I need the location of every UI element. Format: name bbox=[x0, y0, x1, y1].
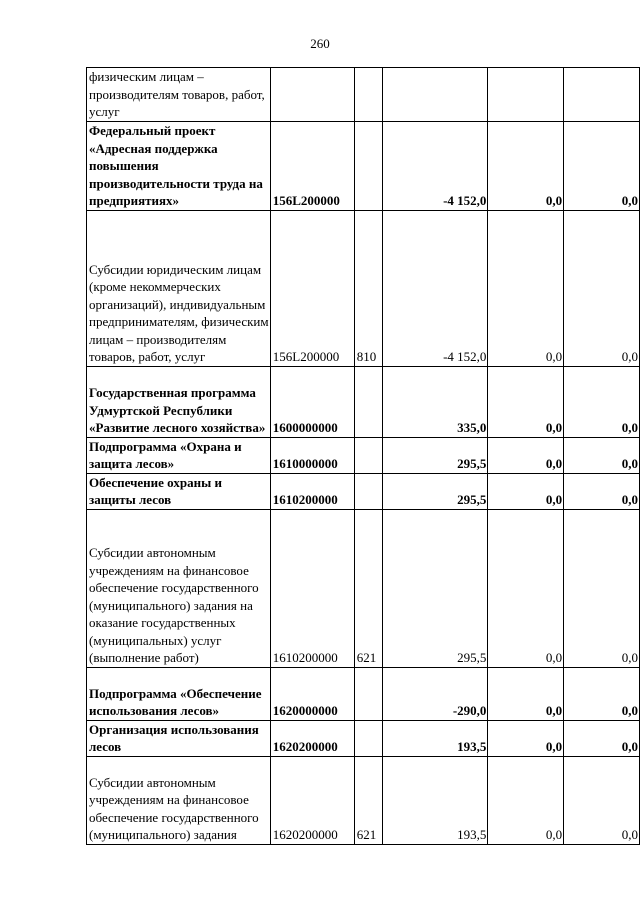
row-value2-cell: 0,0 bbox=[488, 121, 564, 210]
row-name-cell: Федеральный проект «Адресная поддержка повышения производительности труда на предприятиях» bbox=[87, 121, 271, 210]
row-value1-cell: 295,5 bbox=[382, 437, 488, 473]
table-row bbox=[87, 366, 640, 437]
row-value3-cell: 0,0 bbox=[564, 756, 640, 844]
table-row bbox=[87, 68, 640, 122]
row-value3-cell: 0,0 bbox=[564, 473, 640, 509]
table-row bbox=[87, 756, 640, 844]
table-row bbox=[87, 210, 640, 366]
row-value1-cell bbox=[382, 68, 488, 122]
row-name-cell: Субсидии автономным учреждениям на финансовое обеспечение государственного (муниципального) задания bbox=[87, 756, 271, 844]
row-code-cell bbox=[270, 68, 354, 122]
row-code-cell: 1610200000 bbox=[270, 473, 354, 509]
row-type-cell bbox=[354, 121, 382, 210]
row-value3-cell bbox=[564, 68, 640, 122]
row-code-cell: 156L200000 bbox=[270, 210, 354, 366]
row-value1-cell: -4 152,0 bbox=[382, 210, 488, 366]
row-value3-cell: 0,0 bbox=[564, 437, 640, 473]
row-value3-cell: 0,0 bbox=[564, 720, 640, 756]
row-value2-cell: 0,0 bbox=[488, 210, 564, 366]
budget-table bbox=[86, 67, 640, 845]
row-type-cell: 621 bbox=[354, 756, 382, 844]
row-name-cell: Субсидии автономным учреждениям на финансовое обеспечение государственного (муниципального) задания на оказание государственных (муниципальных) услуг (выполнение работ) bbox=[87, 509, 271, 667]
row-value2-cell: 0,0 bbox=[488, 756, 564, 844]
row-name-cell: Подпрограмма «Обеспечение использования лесов» bbox=[87, 667, 271, 720]
row-value3-cell: 0,0 bbox=[564, 121, 640, 210]
row-code-cell: 1600000000 bbox=[270, 366, 354, 437]
row-name-cell: Обеспечение охраны и защиты лесов bbox=[87, 473, 271, 509]
row-type-cell bbox=[354, 667, 382, 720]
table-row bbox=[87, 509, 640, 667]
row-code-cell: 1620200000 bbox=[270, 720, 354, 756]
table-row bbox=[87, 473, 640, 509]
row-value3-cell: 0,0 bbox=[564, 667, 640, 720]
table-row bbox=[87, 437, 640, 473]
table-row bbox=[87, 121, 640, 210]
row-code-cell: 1620200000 bbox=[270, 756, 354, 844]
row-code-cell: 1610200000 bbox=[270, 509, 354, 667]
row-value1-cell: 295,5 bbox=[382, 509, 488, 667]
row-value2-cell: 0,0 bbox=[488, 667, 564, 720]
row-value2-cell: 0,0 bbox=[488, 473, 564, 509]
table-row bbox=[87, 720, 640, 756]
row-value2-cell: 0,0 bbox=[488, 720, 564, 756]
row-name-cell: Государственная программа Удмуртской Республики «Развитие лесного хозяйства» bbox=[87, 366, 271, 437]
row-code-cell: 1620000000 bbox=[270, 667, 354, 720]
row-value1-cell: 193,5 bbox=[382, 756, 488, 844]
row-value3-cell: 0,0 bbox=[564, 366, 640, 437]
page-number: 260 bbox=[310, 36, 330, 51]
row-name-cell: Подпрограмма «Охрана и защита лесов» bbox=[87, 437, 271, 473]
row-value1-cell: -4 152,0 bbox=[382, 121, 488, 210]
row-value1-cell: -290,0 bbox=[382, 667, 488, 720]
row-type-cell bbox=[354, 437, 382, 473]
row-value2-cell bbox=[488, 68, 564, 122]
row-code-cell: 156L200000 bbox=[270, 121, 354, 210]
table-row bbox=[87, 667, 640, 720]
row-type-cell bbox=[354, 720, 382, 756]
row-type-cell bbox=[354, 473, 382, 509]
row-name-cell: Организация использования лесов bbox=[87, 720, 271, 756]
row-value2-cell: 0,0 bbox=[488, 366, 564, 437]
row-name-cell: Субсидии юридическим лицам (кроме некоммерческих организаций), индивидуальным предпринимателям, физическим лицам – производителям товаров, работ, услуг bbox=[87, 210, 271, 366]
row-code-cell: 1610000000 bbox=[270, 437, 354, 473]
row-name-cell: физическим лицам – производителям товаров, работ, услуг bbox=[87, 68, 271, 122]
row-value3-cell: 0,0 bbox=[564, 509, 640, 667]
row-value3-cell: 0,0 bbox=[564, 210, 640, 366]
row-type-cell bbox=[354, 366, 382, 437]
row-value1-cell: 193,5 bbox=[382, 720, 488, 756]
row-value2-cell: 0,0 bbox=[488, 437, 564, 473]
row-value1-cell: 335,0 bbox=[382, 366, 488, 437]
row-type-cell: 810 bbox=[354, 210, 382, 366]
row-value1-cell: 295,5 bbox=[382, 473, 488, 509]
row-type-cell bbox=[354, 68, 382, 122]
row-value2-cell: 0,0 bbox=[488, 509, 564, 667]
row-type-cell: 621 bbox=[354, 509, 382, 667]
